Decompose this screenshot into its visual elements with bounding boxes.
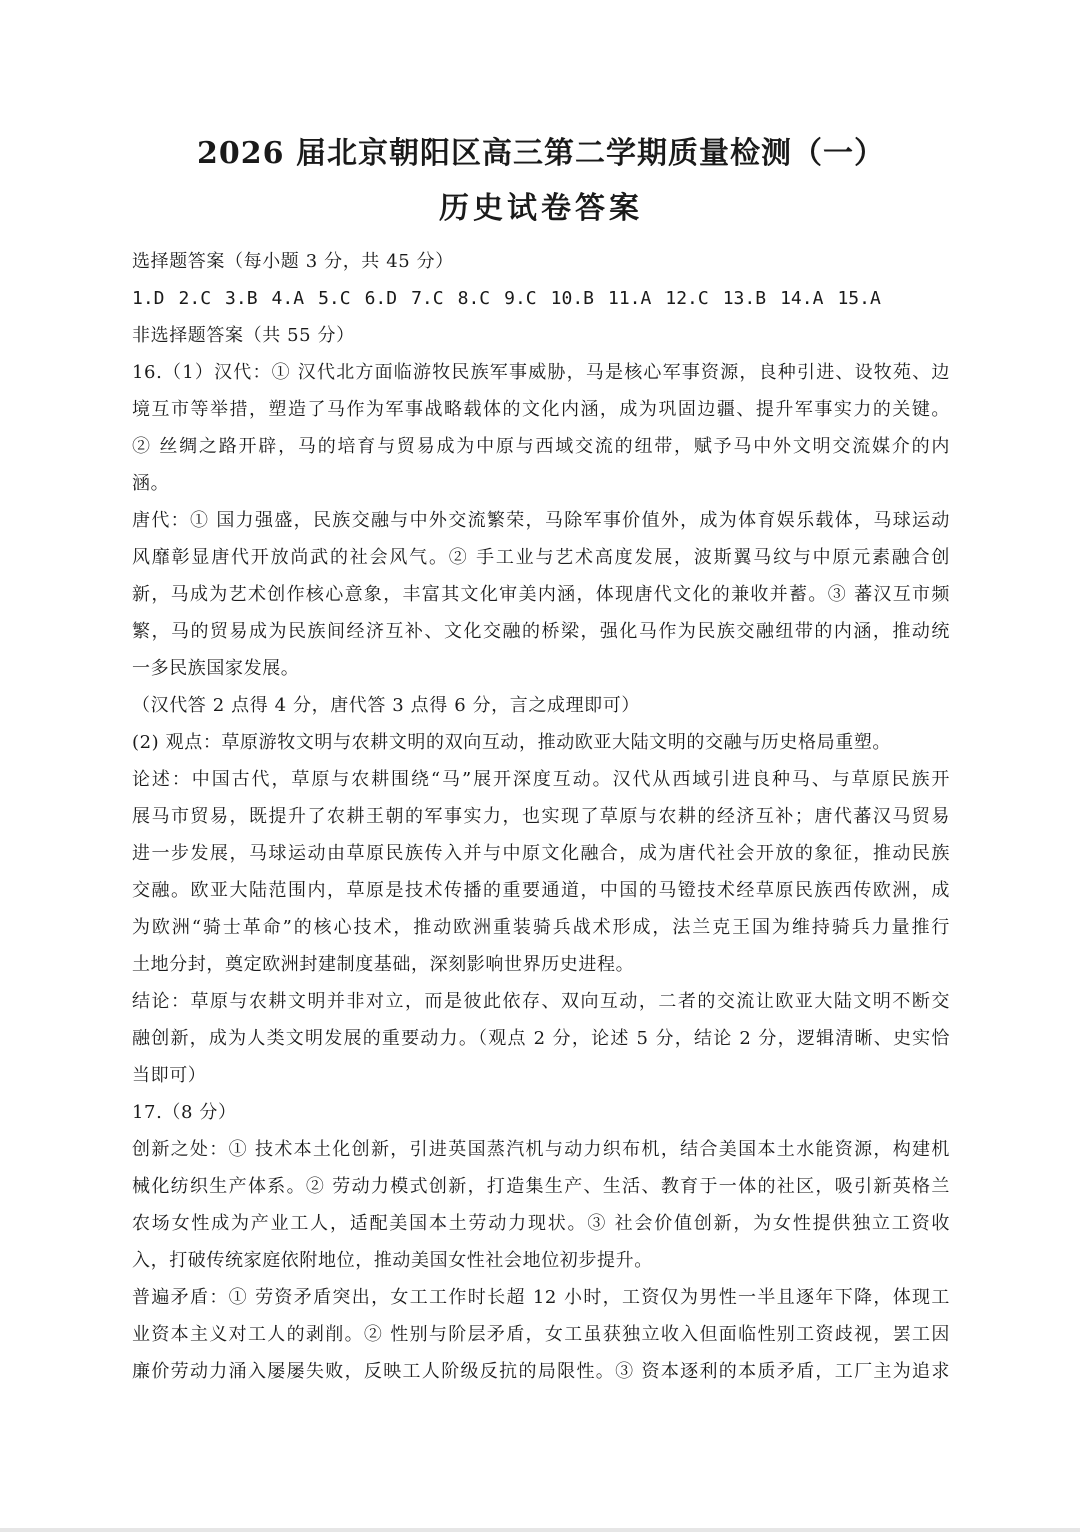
mc-section-header: 选择题答案（每小题 3 分，共 45 分） bbox=[132, 251, 454, 272]
body-line: 唐代：① 国力强盛，民族交融与中外交流繁荣，马除军事价值外，成为体育娱乐载体，马球运动 bbox=[132, 510, 950, 531]
mc-answer: 5.C bbox=[318, 288, 351, 309]
document-title: 2026 届北京朝阳区高三第二学期质量检测（一） bbox=[197, 136, 885, 171]
mc-answer: 13.B bbox=[722, 288, 767, 309]
body-line: 境互市等举措，塑造了马作为军事战略载体的文化内涵，成为巩固边疆、提升军事实力的关键。 bbox=[132, 399, 950, 420]
body-line: 16.（1）汉代：① 汉代北方面临游牧民族军事威胁，马是核心军事资源，良种引进、设牧苑、边 bbox=[132, 362, 950, 383]
body-line: 展马市贸易，既提升了农耕王朝的军事实力，也实现了草原与农耕的经济互补；唐代蕃汉马贸易 bbox=[132, 806, 950, 827]
body-line: 融创新，成为人类文明发展的重要动力。（观点 2 分，论述 5 分，结论 2 分，逻辑清晰、史实恰 bbox=[132, 1028, 950, 1049]
body-line: 涵。 bbox=[132, 473, 170, 494]
body-line: 论述：中国古代，草原与农耕围绕“马”展开深度互动。汉代从西域引进良种马、与草原民族开 bbox=[132, 769, 950, 790]
body-line: 新，马成为艺术创作核心意象，丰富其文化审美内涵，体现唐代文化的兼收并蓄。③ 蕃汉互市频 bbox=[132, 584, 950, 605]
mc-answer: 2.C bbox=[178, 288, 212, 309]
mc-answer: 6.D bbox=[364, 288, 398, 309]
mc-answer: 12.C bbox=[665, 288, 709, 309]
mc-answer: 10.B bbox=[550, 288, 594, 309]
body-line: 廉价劳动力涌入屡屡失败，反映工人阶级反抗的局限性。③ 资本逐利的本质矛盾，工厂主为追求 bbox=[132, 1361, 950, 1382]
body-line: 进一步发展，马球运动由草原民族传入并与中原文化融合，成为唐代社会开放的象征，推动民族 bbox=[132, 843, 950, 864]
body-line: (2) 观点：草原游牧文明与农耕文明的双向互动，推动欧亚大陆文明的交融与历史格局重塑。 bbox=[132, 732, 892, 753]
mc-answer: 14.A bbox=[780, 288, 824, 309]
body-line: 普遍矛盾：① 劳资矛盾突出，女工工作时长超 12 小时，工资仅为男性一半且逐年下降，体现工 bbox=[132, 1287, 950, 1308]
mc-answer: 1.D bbox=[132, 288, 165, 309]
body-line: 土地分封，奠定欧洲封建制度基础，深刻影响世界历史进程。 bbox=[132, 954, 635, 975]
body-line: 业资本主义对工人的剥削。② 性别与阶层矛盾，女工虽获独立收入但面临性别工资歧视，罢工因 bbox=[132, 1324, 950, 1345]
answer-body bbox=[132, 354, 950, 1390]
body-line: 繁，马的贸易成为民族间经济互补、文化交融的桥梁，强化马作为民族交融纽带的内涵，推动统 bbox=[132, 621, 950, 642]
body-line: 创新之处：① 技术本土化创新，引进英国蒸汽机与动力织布机，结合美国本土水能资源，构建机 bbox=[132, 1139, 950, 1160]
scoring-note: （汉代答 2 点得 4 分，唐代答 3 点得 6 分，言之成理即可） bbox=[132, 695, 640, 716]
mc-answer: 4.A bbox=[271, 288, 305, 309]
body-line: ② 丝绸之路开辟，马的培育与贸易成为中原与西域交流的纽带，赋予马中外文明交流媒介的内 bbox=[132, 436, 950, 457]
mc-answer: 9.C bbox=[504, 288, 537, 309]
body-line: 械化纺织生产体系。② 劳动力模式创新，打造集生产、生活、教育于一体的社区，吸引新英格兰 bbox=[132, 1176, 950, 1197]
mc-answer: 7.C bbox=[411, 288, 444, 309]
mc-answer: 3.B bbox=[225, 288, 258, 309]
mc-answer: 15.A bbox=[837, 288, 881, 309]
page-bottom-edge bbox=[0, 1528, 1080, 1532]
body-line: 风靡彰显唐代开放尚武的社会风气。② 手工业与艺术高度发展，波斯翼马纹与中原元素融合创 bbox=[132, 547, 950, 568]
non-mc-section-header: 非选择题答案（共 55 分） bbox=[132, 325, 355, 346]
document-subtitle: 历史试卷答案 bbox=[439, 191, 643, 226]
body-line: 一多民族国家发展。 bbox=[132, 658, 300, 679]
mc-answer: 8.C bbox=[457, 288, 491, 309]
body-line: 为欧洲“骑士革命”的核心技术，推动欧洲重装骑兵战术形成，法兰克王国为维持骑兵力量推行 bbox=[132, 917, 950, 938]
question-17-header: 17.（8 分） bbox=[132, 1102, 237, 1123]
body-line: 交融。欧亚大陆范围内，草原是技术传播的重要通道，中国的马镫技术经草原民族西传欧洲，成 bbox=[132, 880, 950, 901]
mc-answer: 11.A bbox=[608, 288, 652, 309]
body-line: 当即可） bbox=[132, 1065, 207, 1086]
body-line: 农场女性成为产业工人，适配美国本土劳动力现状。③ 社会价值创新，为女性提供独立工资收 bbox=[132, 1213, 950, 1234]
mc-answer-row bbox=[132, 280, 950, 317]
body-line: 入，打破传统家庭依附地位，推动美国女性社会地位初步提升。 bbox=[132, 1250, 653, 1271]
body-line: 结论：草原与农耕文明并非对立，而是彼此依存、双向互动，二者的交流让欧亚大陆文明不断交 bbox=[132, 991, 950, 1012]
